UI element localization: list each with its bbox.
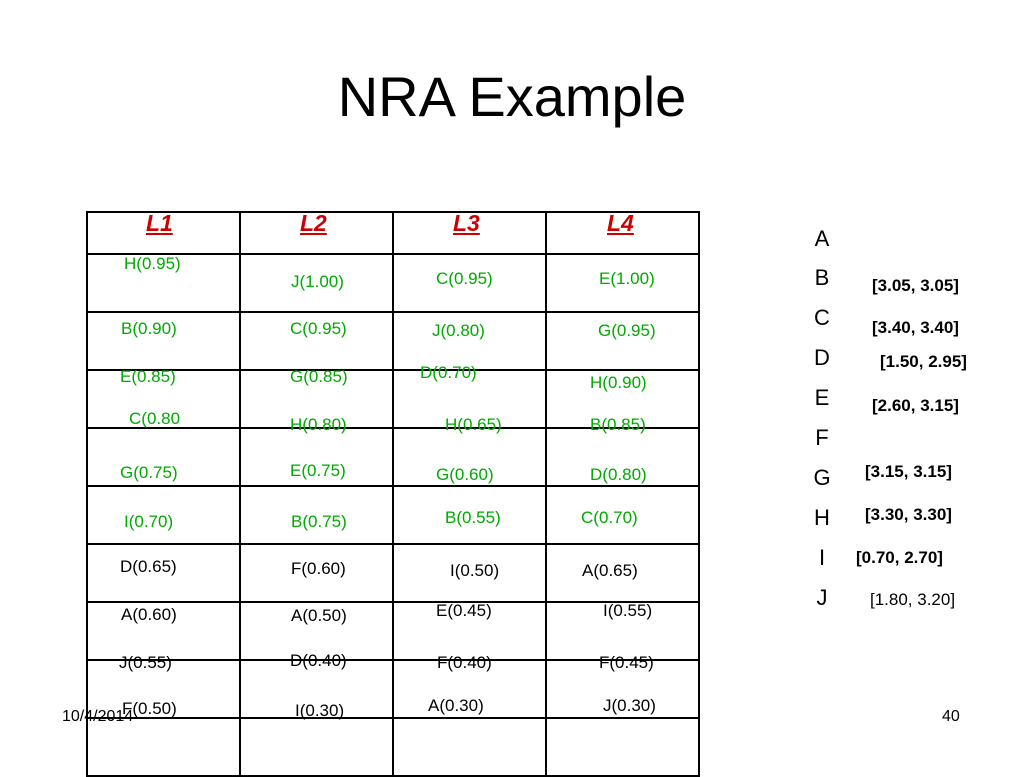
column-header-l2: L2 (300, 210, 327, 236)
object-label-j: J (816, 585, 828, 610)
object-label-b: B (814, 265, 830, 290)
list-item: F(0.45) (599, 653, 654, 672)
list-item: A(0.65) (582, 561, 638, 580)
list-item: E(0.85) (120, 367, 176, 386)
column-header-l1: L1 (146, 210, 173, 236)
object-label-c: C (814, 305, 830, 330)
list-item: G(0.60) (436, 465, 494, 484)
list-item: B(0.90) (121, 319, 177, 338)
column-header-l3: L3 (453, 210, 480, 236)
interval-g: [3.15, 3.15] (865, 462, 952, 481)
slide-title: NRA Example (337, 65, 687, 128)
list-item: E(0.75) (290, 461, 346, 480)
interval-e: [2.60, 3.15] (872, 396, 959, 415)
list-item: C(0.80 (129, 409, 181, 428)
list-item: A(0.50) (291, 606, 347, 625)
list-item: F(0.60) (291, 559, 346, 578)
list-item: A(0.30) (428, 696, 484, 715)
list-item: H(0.65) (445, 415, 502, 434)
interval-d: [1.50, 2.95] (880, 352, 967, 371)
list-item: H(0.95) (124, 254, 181, 273)
footer-date: 10/4/2014 (62, 708, 134, 725)
list-item: J(0.30) (603, 696, 656, 715)
list-item: I(0.50) (450, 561, 500, 580)
list-item: G(0.95) (598, 321, 656, 340)
list-item: D(0.80) (590, 465, 647, 484)
list-item: I(0.70) (124, 512, 174, 531)
list-item: B(0.55) (445, 508, 501, 527)
ranked-lists-table (86, 211, 700, 777)
list-item: G(0.85) (290, 367, 348, 386)
object-label-f: F (815, 425, 829, 450)
list-item: J(0.80) (432, 321, 485, 340)
interval-h: [3.30, 3.30] (865, 505, 952, 524)
object-label-d: D (814, 345, 830, 370)
object-label-i: I (818, 545, 826, 570)
interval-j: [1.80, 3.20] (870, 590, 956, 609)
list-item: I(0.30) (295, 701, 345, 720)
interval-c: [3.40, 3.40] (872, 318, 959, 337)
list-item: E(1.00) (599, 269, 655, 288)
object-label-a: A (814, 226, 830, 251)
list-item: E(0.45) (436, 601, 492, 620)
list-item: H(0.80) (290, 415, 347, 434)
list-item: J(1.00) (291, 272, 344, 291)
interval-i: [0.70, 2.70] (856, 548, 943, 567)
object-label-g: G (813, 465, 831, 490)
list-item: H(0.90) (590, 373, 647, 392)
list-item: C(0.95) (436, 269, 493, 288)
list-item: F(0.40) (437, 653, 492, 672)
list-item: C(0.70) (581, 508, 638, 527)
list-item: B(0.85) (590, 415, 646, 434)
list-item: G(0.75) (120, 463, 178, 482)
list-item: A(0.60) (121, 605, 177, 624)
object-label-h: H (814, 505, 830, 530)
column-header-l4: L4 (607, 210, 634, 236)
list-item: J(0.55) (119, 653, 172, 672)
list-item: D(0.65) (120, 557, 177, 576)
list-item: D(0.70) (420, 363, 477, 382)
page-number: 40 (942, 708, 960, 725)
list-item: C(0.95) (290, 319, 347, 338)
list-item: D(0.40) (290, 651, 347, 670)
list-item: F(0.50) (122, 699, 177, 718)
list-item: B(0.75) (291, 512, 347, 531)
object-label-e: E (814, 385, 830, 410)
list-item: I(0.55) (603, 601, 653, 620)
interval-b: [3.05, 3.05] (872, 276, 959, 295)
